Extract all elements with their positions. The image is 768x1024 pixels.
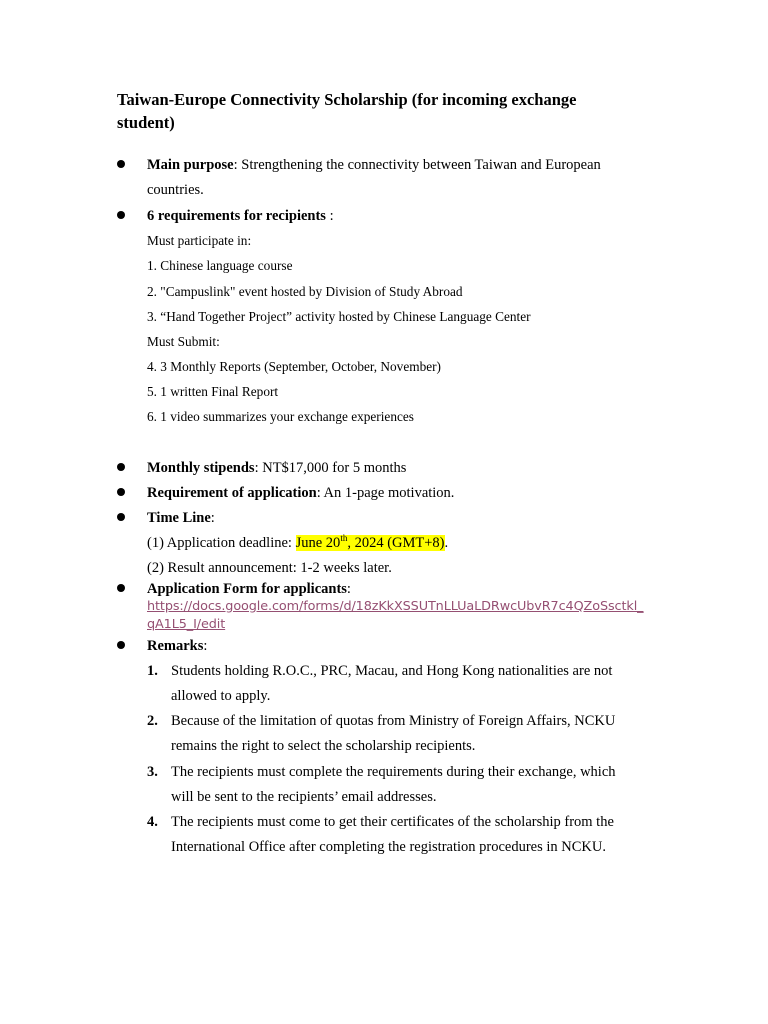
remarks-label: Remarks [147, 638, 204, 654]
stipends [147, 458, 406, 478]
application-requirement-label: Requirement of application [147, 485, 317, 501]
deadline-line [147, 533, 448, 553]
bullet-icon [117, 160, 125, 168]
remark-text: Because of the limitation of quotas from Ministry of Foreign Affairs, NCKU [171, 713, 616, 729]
application-requirement [147, 483, 454, 503]
requirements-suffix: : [325, 208, 334, 224]
requirements-heading [147, 206, 334, 226]
submit-item: 4. 3 Monthly Reports (September, October, November) [147, 359, 441, 374]
remark-text-continued: International Office after completing the registration procedures in NCKU. [171, 839, 606, 855]
remarks-suffix: : [203, 638, 208, 654]
remark-text: Students holding R.O.C., PRC, Macau, and Hong Kong nationalities are not [171, 663, 613, 679]
requirement-item: 2. "Campuslink" event hosted by Division of Study Abroad [147, 284, 463, 299]
remarks-heading [147, 636, 207, 656]
form-suffix: : [346, 581, 351, 597]
deadline-rest: , 2024 (GMT+8) [347, 535, 445, 551]
bullet-icon [117, 641, 125, 649]
requirement-item: 1. Chinese language course [147, 258, 293, 273]
requirements-label: 6 requirements for recipients [147, 208, 326, 224]
bullet-icon [117, 211, 125, 219]
deadline-prefix: (1) Application deadline: [147, 535, 296, 551]
application-requirement-text: : An 1-page motivation. [316, 485, 455, 501]
main-purpose-text: : Strengthening the connectivity between Taiwan and European [233, 157, 601, 173]
bullet-icon [117, 488, 125, 496]
stipends-text: : NT$17,000 for 5 months [254, 460, 407, 476]
bullet-icon [117, 513, 125, 521]
remark-number: 1. [147, 663, 158, 679]
main-purpose-label: Main purpose [147, 157, 234, 173]
deadline-sup: th [340, 533, 348, 544]
bullet-icon [117, 584, 125, 592]
remark-number: 3. [147, 764, 158, 780]
document-title: Taiwan-Europe Connectivity Scholarship (for incoming exchange student) [117, 90, 577, 132]
main-purpose-continued: countries. [147, 182, 204, 198]
deadline-highlight [296, 535, 445, 551]
timeline-suffix: : [210, 510, 215, 526]
submit-item: 6. 1 video summarizes your exchange experiences [147, 409, 414, 424]
application-form-link-continued[interactable]: qA1L5_I/edit [147, 617, 226, 632]
main-purpose [147, 155, 601, 175]
requirement-item: 3. “Hand Together Project” activity hosted by Chinese Language Center [147, 309, 531, 324]
timeline-label: Time Line [147, 510, 211, 526]
deadline-day: June 20 [295, 535, 341, 551]
application-form-link[interactable]: https://docs.google.com/forms/d/18zKkXSSUTnLLUaLDRwcUbvR7c4QZoSsctkl_ [147, 599, 644, 614]
form-label: Application Form for applicants [147, 581, 347, 597]
form-heading [147, 579, 351, 599]
bullet-icon [117, 463, 125, 471]
participate-heading: Must participate in: [147, 233, 252, 248]
stipends-label: Monthly stipends [147, 460, 255, 476]
remark-text: The recipients must complete the requirements during their exchange, which [171, 764, 616, 780]
remark-number: 2. [147, 713, 158, 729]
deadline-end: . [444, 535, 449, 551]
remark-text-continued: will be sent to the recipients’ email addresses. [171, 789, 437, 805]
submit-item: 5. 1 written Final Report [147, 384, 279, 399]
timeline-heading [147, 508, 215, 528]
remark-text-continued: remains the right to select the scholarship recipients. [171, 738, 476, 754]
result-line: (2) Result announcement: 1-2 weeks later. [147, 560, 392, 576]
remark-text-continued: allowed to apply. [171, 688, 271, 704]
remark-number: 4. [147, 814, 158, 830]
submit-heading: Must Submit: [147, 334, 220, 349]
remark-text: The recipients must come to get their certificates of the scholarship from the [171, 814, 614, 830]
